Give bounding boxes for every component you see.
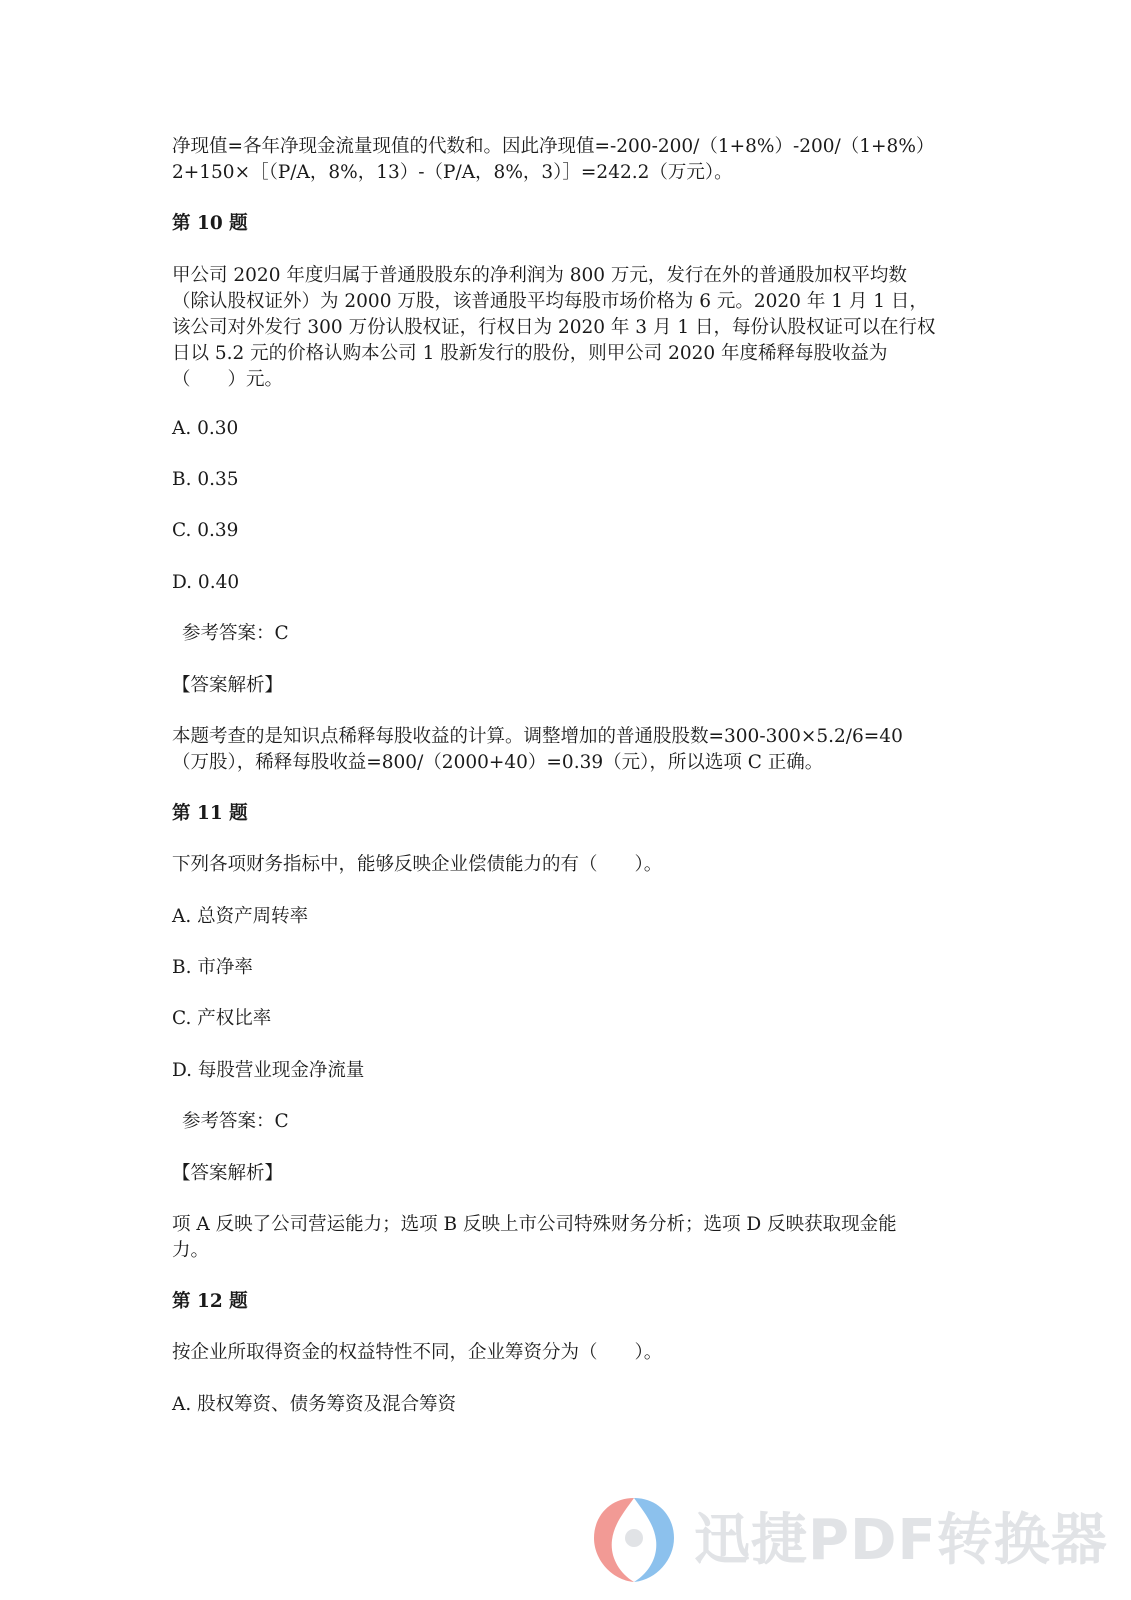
question-11-option-a: A. 总资产周转率 [172,906,309,927]
text-line: 日以 5.2 元的价格认购本公司 1 股新发行的股份，则甲公司 2020 年度稀释每股收益为 [172,343,888,364]
question-11-analysis [172,1212,972,1264]
question-12-option-a: A. 股权筹资、债务筹资及混合筹资 [172,1394,457,1415]
question-11-title: 第 11 题 [172,803,248,824]
text-line: 力。 [172,1240,210,1261]
text-line: 本题考查的是知识点稀释每股收益的计算。调整增加的普通股股数=300-300×5.2/6=40 [172,726,903,747]
question-10-analysis-title: 【答案解析】 [172,675,284,696]
question-11-analysis-title: 【答案解析】 [172,1163,284,1184]
question-10-title: 第 10 题 [172,213,248,234]
question-10-stem [172,263,972,393]
watermark-text: 迅捷PDF转换器 [694,1508,1108,1573]
question-10-option-b: B. 0.35 [172,469,239,490]
text-line: （除认股权证外）为 2000 万股，该普通股平均每股市场价格为 6 元。2020 年 1 月 1 日， [172,291,928,312]
question-11-answer: 参考答案：C [182,1111,289,1132]
question-10-option-c: C. 0.39 [172,520,239,541]
intro-paragraph [172,134,972,186]
question-10-option-a: A. 0.30 [172,418,239,439]
question-11-option-b: B. 市净率 [172,957,253,978]
question-11-stem [172,852,972,878]
question-11-option-c: C. 产权比率 [172,1008,272,1029]
xunjie-logo-icon [588,1494,680,1586]
question-10-option-d: D. 0.40 [172,572,240,593]
text-line: 净现值=各年净现金流量现值的代数和。因此净现值=-200-200/（1+8%）-200/（1+8%） [172,136,935,157]
watermark [588,1494,1108,1590]
question-10-analysis [172,724,972,776]
text-line: （万股），稀释每股收益=800/（2000+40）=0.39（元），所以选项 C 正确。 [172,752,824,773]
question-11-option-d: D. 每股营业现金净流量 [172,1060,365,1081]
text-line: 项 A 反映了公司营运能力；选项 B 反映上市公司特殊财务分析；选项 D 反映获取现金能 [172,1214,897,1235]
text-line: 2+150×［（P/A，8%，13）-（P/A，8%，3）］=242.2（万元）。 [172,162,733,183]
text-line: 该公司对外发行 300 万份认股权证，行权日为 2020 年 3 月 1 日，每份认股权证可以在行权 [172,317,936,338]
text-line: 按企业所取得资金的权益特性不同，企业筹资分为（ ）。 [172,1342,663,1363]
question-12-title: 第 12 题 [172,1291,248,1312]
text-line: （ ）元。 [172,369,284,390]
question-12-stem [172,1340,972,1366]
question-10-answer: 参考答案：C [182,623,289,644]
text-line: 下列各项财务指标中，能够反映企业偿债能力的有（ ）。 [172,854,663,875]
text-line: 甲公司 2020 年度归属于普通股股东的净利润为 800 万元，发行在外的普通股加权平均数 [172,265,907,286]
